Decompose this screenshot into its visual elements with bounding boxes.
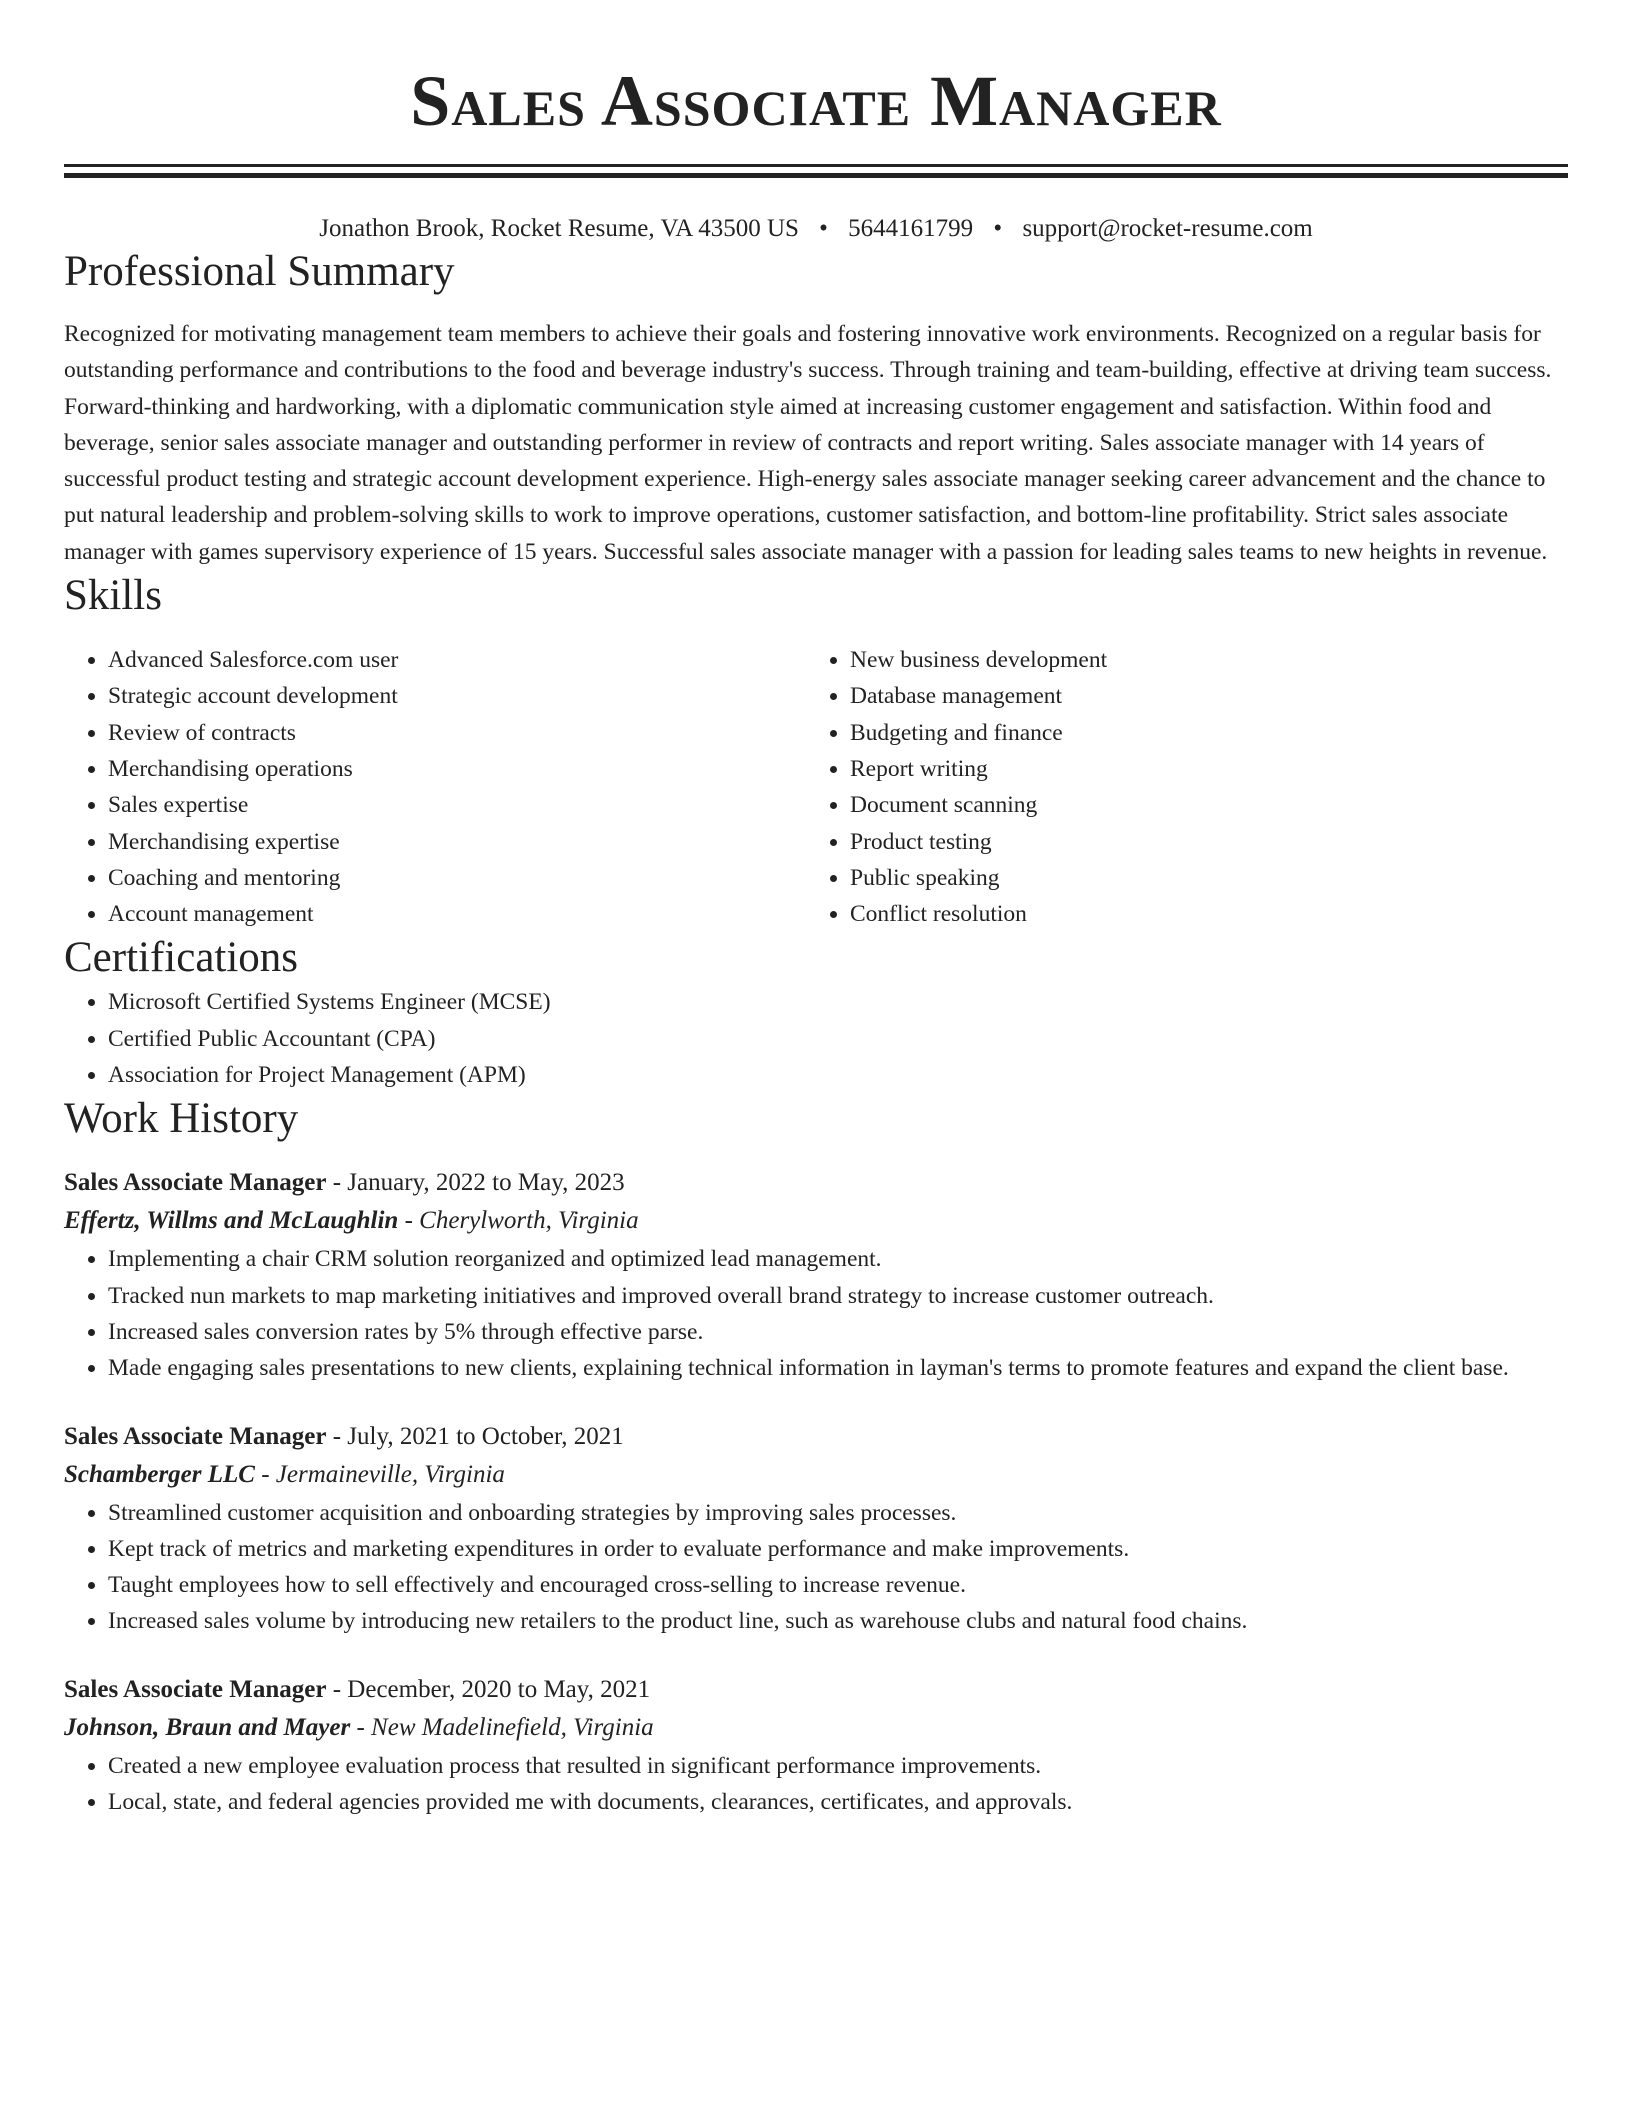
certification-item: • Association for Project Management (APM) xyxy=(108,1057,1568,1093)
skill-item: • New business development xyxy=(850,642,1548,678)
job-dash: - xyxy=(404,1207,420,1235)
page-title: Sales Associate Manager xyxy=(410,61,1222,141)
contact-address: Jonathon Brook, Rocket Resume, VA 43500 US xyxy=(319,215,799,242)
job-role: Sales Associate Manager xyxy=(64,1422,327,1450)
job-employer xyxy=(64,1201,1568,1241)
job-bullet: • Taught employees how to sell effectively and encouraged cross-selling to increase revenue. xyxy=(108,1567,1568,1603)
job-header xyxy=(64,1165,1568,1201)
job-dash: - xyxy=(261,1460,276,1488)
skill-item: • Merchandising operations xyxy=(108,751,806,787)
job-location: New Madelinefield, Virginia xyxy=(371,1713,654,1741)
contact-email: support@rocket-resume.com xyxy=(1022,215,1313,242)
job-bullet: • Implementing a chair CRM solution reorganized and optimized lead management. xyxy=(108,1241,1568,1277)
job-role: Sales Associate Manager xyxy=(64,1169,327,1197)
skills-section xyxy=(64,570,1568,932)
job-bullet: • Local, state, and federal agencies provided me with documents, clearances, certificates, and approvals. xyxy=(108,1784,1568,1820)
job-employer xyxy=(64,1708,1568,1748)
job-bullet: • Made engaging sales presentations to new clients, explaining technical information in layman's terms to promote features and expand the client base. xyxy=(108,1350,1568,1386)
skill-item: • Sales expertise xyxy=(108,787,806,823)
job-bullets xyxy=(64,1495,1568,1640)
title-divider-top xyxy=(64,164,1568,167)
job-role: Sales Associate Manager xyxy=(64,1675,327,1703)
skill-item: • Product testing xyxy=(850,824,1548,860)
skill-item: • Review of contracts xyxy=(108,715,806,751)
job-company: Schamberger LLC xyxy=(64,1460,255,1488)
job-entry xyxy=(64,1672,1568,1821)
skill-item: • Coaching and mentoring xyxy=(108,860,806,896)
job-location: Cherylworth, Virginia xyxy=(419,1207,639,1235)
skill-item: • Advanced Salesforce.com user xyxy=(108,642,806,678)
job-dash: - xyxy=(356,1713,372,1741)
skills-columns xyxy=(64,642,1568,932)
certification-item: • Certified Public Accountant (CPA) xyxy=(108,1021,1568,1057)
job-bullet: • Created a new employee evaluation process that resulted in significant performance improvements. xyxy=(108,1748,1568,1784)
job-dash: - xyxy=(332,1422,348,1450)
job-bullets xyxy=(64,1241,1568,1386)
certification-item: • Microsoft Certified Systems Engineer (MCSE) xyxy=(108,984,1568,1020)
skill-item: • Budgeting and finance xyxy=(850,715,1548,751)
skill-item: • Report writing xyxy=(850,751,1548,787)
job-bullet: • Tracked nun markets to map marketing initiatives and improved overall brand strategy to increase customer outreach. xyxy=(108,1278,1568,1314)
skills-heading: Skills xyxy=(64,572,162,620)
skill-item: • Public speaking xyxy=(850,860,1548,896)
job-header xyxy=(64,1419,1568,1455)
title-divider-bottom xyxy=(64,173,1568,178)
job-dates: December, 2020 to May, 2021 xyxy=(347,1675,651,1703)
work-history-heading: Work History xyxy=(64,1095,299,1143)
job-header xyxy=(64,1672,1568,1708)
skill-item: • Strategic account development xyxy=(108,678,806,714)
job-location: Jermaineville, Virginia xyxy=(275,1460,505,1488)
summary-section xyxy=(64,246,1568,570)
skills-column-left xyxy=(64,642,806,932)
job-company: Johnson, Braun and Mayer xyxy=(64,1713,351,1741)
contact-phone: 5644161799 xyxy=(848,215,974,242)
job-bullets xyxy=(64,1748,1568,1821)
summary-heading: Professional Summary xyxy=(64,248,455,295)
skill-item: • Document scanning xyxy=(850,787,1548,823)
job-dash: - xyxy=(332,1169,348,1197)
job-dates: January, 2022 to May, 2023 xyxy=(347,1169,625,1197)
work-history-section xyxy=(64,1093,1568,1820)
job-company: Effertz, Willms and McLaughlin xyxy=(64,1207,399,1235)
skill-item: • Database management xyxy=(850,678,1548,714)
job-entry xyxy=(64,1165,1568,1386)
skill-item: • Account management xyxy=(108,896,806,932)
contact-line xyxy=(64,212,1568,246)
skill-item: • Merchandising expertise xyxy=(108,824,806,860)
job-bullet: • Increased sales conversion rates by 5% through effective parse. xyxy=(108,1314,1568,1350)
certifications-list xyxy=(64,984,1568,1093)
contact-separator: • xyxy=(993,215,1003,242)
job-bullet: • Kept track of metrics and marketing expenditures in order to evaluate performance and make improvements. xyxy=(108,1531,1568,1567)
job-dash: - xyxy=(332,1675,348,1703)
skills-list-right xyxy=(806,642,1548,932)
contact-separator: • xyxy=(819,215,828,242)
job-bullet: • Streamlined customer acquisition and onboarding strategies by improving sales processes. xyxy=(108,1495,1568,1531)
skills-list-left xyxy=(64,642,806,932)
certifications-section xyxy=(64,932,1568,1093)
skill-item: • Conflict resolution xyxy=(850,896,1548,932)
job-dates: July, 2021 to October, 2021 xyxy=(347,1422,624,1450)
skills-column-right xyxy=(806,642,1548,932)
certifications-heading: Certifications xyxy=(64,934,299,982)
summary-text: Recognized for motivating management team members to achieve their goals and fostering innovative work environments. Recognized on a regular basis for outstanding performance and contributions to the food and beverage industry's success. Through training and team-building, effective at driving team success. Forward-thinking and hardworking, with a diplomatic communication style aimed at increasing customer engagement and satisfaction. Within food and beverage, senior sales associate manager and outstanding performer in review of contracts and report writing. Sales associate manager with 14 years of successful product testing and strategic account development experience. High-energy sales associate manager seeking career advancement and the chance to put natural leadership and problem-solving skills to work to improve operations, customer satisfaction, and bottom-line profitability. Strict sales associate manager with games supervisory experience of 15 years. Successful sales associate manager with a passion for leading sales teams to new heights in revenue. xyxy=(64,321,1552,565)
job-bullet: • Increased sales volume by introducing new retailers to the product line, such as warehouse clubs and natural food chains. xyxy=(108,1603,1568,1639)
job-entry xyxy=(64,1419,1568,1640)
job-employer xyxy=(64,1455,1568,1495)
